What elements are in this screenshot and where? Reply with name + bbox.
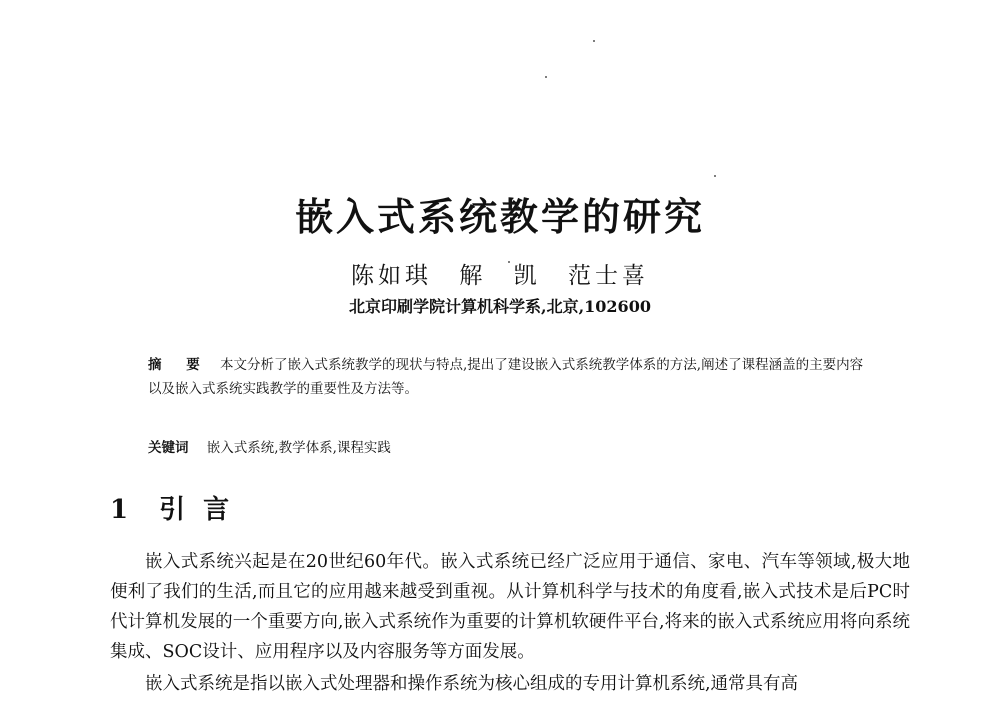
body-paragraph: 嵌入式系统兴起是在20世纪60年代。嵌入式系统已经广泛应用于通信、家电、汽车等领域,极大地便利了我们的生活,而且它的应用越来越受到重视。从计算机科学与技术的角度看,嵌入式技术是后PC时代计算机发展的一个重要方向,嵌入式系统作为重要的计算机软硬件平台,将来的嵌入式系统应用将向系统集成、SOC设计、应用程序以及内容服务等方面发展。 bbox=[110, 552, 910, 662]
keywords-label: 关键词 bbox=[148, 440, 189, 456]
scan-speck bbox=[593, 40, 595, 42]
abstract-block bbox=[148, 353, 868, 401]
section-title: 引言 bbox=[159, 495, 248, 525]
body-paragraph: 嵌入式系统是指以嵌入式处理器和操作系统为核心组成的专用计算机系统,通常具有高 bbox=[145, 674, 799, 694]
scan-speck bbox=[545, 76, 547, 78]
abstract-text: 本文分析了嵌入式系统教学的现状与特点,提出了建设嵌入式系统教学体系的方法,阐述了课程涵盖的主要内容以及嵌入式系统实践教学的重要性及方法等。 bbox=[148, 357, 864, 397]
keywords-text: 嵌入式系统,教学体系,课程实践 bbox=[206, 440, 391, 456]
author-list: 陈如琪 解 凯 范士喜 bbox=[351, 263, 649, 289]
paper-title: 嵌入式系统教学的研究 bbox=[294, 195, 705, 239]
section-number: 1 bbox=[110, 495, 129, 525]
abstract-label: 摘 要 bbox=[148, 357, 210, 373]
keywords-block bbox=[148, 436, 868, 460]
scan-speck bbox=[714, 175, 716, 177]
section-heading bbox=[110, 489, 247, 526]
affiliation: 北京印刷学院计算机科学系,北京,102600 bbox=[349, 297, 651, 316]
